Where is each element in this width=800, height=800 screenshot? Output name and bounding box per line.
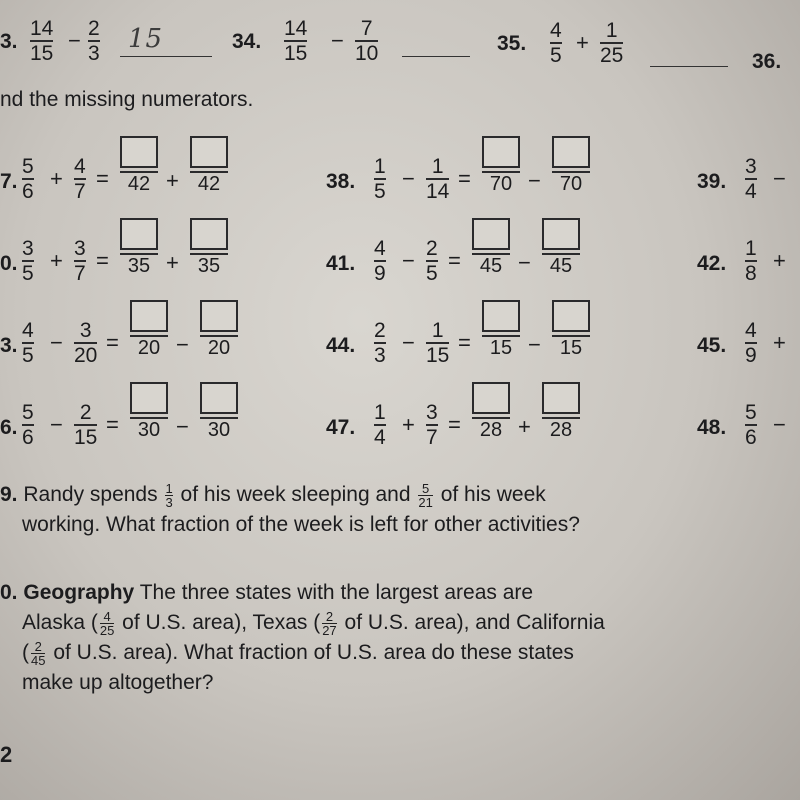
numerator: 5 [22, 155, 34, 178]
denominator: 7 [74, 262, 86, 285]
operator: + [773, 248, 786, 273]
operator: − [402, 166, 415, 191]
operator: − [528, 168, 541, 193]
operator: + [773, 330, 786, 355]
fraction [22, 238, 34, 284]
operator: + [518, 414, 531, 439]
missing-numerator-fraction [190, 136, 228, 194]
denominator: 45 [479, 255, 503, 277]
problem-35-label: 35. [497, 32, 527, 55]
problem-label: 3. [0, 334, 18, 357]
numerator-input-box[interactable] [472, 218, 510, 250]
problem-label: 6. [0, 416, 18, 439]
operator: − [68, 28, 81, 53]
operator: − [176, 414, 189, 439]
fraction: 7 10 [355, 17, 379, 65]
missing-numerator-fraction [482, 136, 520, 194]
numerator: 5 [22, 401, 34, 424]
missing-numerator-fraction [120, 218, 158, 276]
numerator-input-box[interactable] [552, 300, 590, 332]
numerator: 3 [745, 155, 757, 178]
denominator: 6 [22, 180, 34, 203]
problem-49 [0, 480, 800, 540]
denominator: 70 [559, 173, 583, 195]
operator: − [331, 28, 344, 53]
fraction [374, 156, 386, 202]
operator: − [528, 332, 541, 357]
denominator: 4 [374, 426, 386, 449]
problem-50-label: 0. [0, 581, 18, 604]
denominator: 15 [426, 344, 450, 367]
fraction [22, 320, 34, 366]
problem-text: Alaska ( [22, 611, 98, 634]
numerator-input-box[interactable] [200, 300, 238, 332]
denominator: 7 [74, 180, 86, 203]
fraction [22, 156, 34, 202]
numerator: 4 [74, 155, 86, 178]
operator: + [50, 248, 63, 273]
operator: + [166, 168, 179, 193]
problem-text: of U.S. area). What fraction of U.S. area do these states [53, 641, 574, 664]
fraction: $\frac{2}{45}$ [31, 638, 46, 668]
denominator: 20 [207, 337, 231, 359]
denominator: 35 [127, 255, 151, 277]
operator: + [576, 30, 589, 55]
denominator: 45 [549, 255, 573, 277]
operator: − [50, 412, 63, 437]
fraction [745, 156, 757, 202]
missing-numerator-fraction [542, 382, 580, 440]
fraction [74, 320, 97, 366]
denominator: 8 [745, 262, 757, 285]
denominator: 3 [374, 344, 386, 367]
numerator: 4 [22, 319, 34, 342]
missing-numerator-fraction [190, 218, 228, 276]
fraction [426, 156, 449, 202]
problem-label: 7. [0, 170, 18, 193]
numerator-input-box[interactable] [130, 382, 168, 414]
fraction: 14 15 [284, 17, 308, 65]
numerator-input-box[interactable] [190, 218, 228, 250]
missing-numerator-fraction [542, 218, 580, 276]
fraction [22, 402, 34, 448]
fraction: $\frac{4}{25}$ [99, 608, 115, 638]
numerator: 4 [374, 237, 386, 260]
fraction: $\frac{5}{21}$ [418, 480, 433, 510]
denominator: 42 [197, 173, 221, 195]
numerator: 2 [79, 401, 92, 424]
answer-blank[interactable] [650, 66, 728, 67]
answer-blank[interactable] [402, 56, 470, 57]
denominator: 15 [489, 337, 513, 359]
fraction [745, 320, 757, 366]
fraction [74, 402, 97, 448]
denominator: 5 [374, 180, 386, 203]
numerator: 3 [22, 237, 34, 260]
numerator-input-box[interactable] [542, 382, 580, 414]
equals-sign: = [458, 330, 471, 355]
numerator-input-box[interactable] [120, 218, 158, 250]
problem-label: 41. [326, 252, 356, 275]
problem-label: 48. [697, 416, 727, 439]
denominator: 9 [745, 344, 757, 367]
denominator: 7 [426, 426, 438, 449]
fraction: $\frac{1}{3}$ [165, 480, 173, 510]
equals-sign: = [96, 166, 109, 191]
missing-numerator-fraction [472, 218, 510, 276]
fraction: 14 15 [30, 17, 54, 65]
fraction [745, 238, 757, 284]
denominator: 5 [22, 344, 34, 367]
missing-numerator-fraction [130, 382, 168, 440]
denominator: 5 [426, 262, 438, 285]
fraction [745, 402, 757, 448]
numerator-input-box[interactable] [482, 300, 520, 332]
denominator: 20 [137, 337, 161, 359]
equals-sign: = [106, 412, 119, 437]
numerator-input-box[interactable] [552, 136, 590, 168]
numerator: 1 [431, 319, 444, 342]
answer-blank[interactable] [120, 56, 212, 57]
problem-text: working. What fraction of the week is left for other activities? [22, 513, 580, 536]
problem-text: make up altogether? [22, 671, 214, 694]
missing-numerator-fraction [552, 136, 590, 194]
problem-text: The three states with the largest areas are [139, 581, 534, 604]
numerator: 1 [374, 155, 386, 178]
fraction: 4 5 [550, 19, 562, 67]
numerator: 4 [745, 319, 757, 342]
missing-numerator-fraction [552, 300, 590, 358]
fraction [374, 402, 386, 448]
problem-text: of U.S. area), and California [344, 611, 605, 634]
denominator: 35 [197, 255, 221, 277]
operator: − [50, 330, 63, 355]
numerator-input-box[interactable] [120, 136, 158, 168]
missing-numerator-fraction [120, 136, 158, 194]
fraction: 2 3 [88, 17, 100, 65]
problem-36-label: 36. [752, 50, 782, 73]
denominator: 15 [74, 426, 98, 449]
numerator: 5 [745, 401, 757, 424]
problem-label: 47. [326, 416, 356, 439]
denominator: 15 [559, 337, 583, 359]
problem-50 [0, 578, 800, 698]
problem-text: Randy spends [23, 483, 158, 506]
fraction [426, 320, 449, 366]
operator: + [50, 166, 63, 191]
numerator-input-box[interactable] [542, 218, 580, 250]
numerator-input-box[interactable] [482, 136, 520, 168]
fraction [426, 402, 438, 448]
fraction: 1 25 [600, 19, 624, 67]
missing-numerator-fraction [482, 300, 520, 358]
problem-label: 0. [0, 252, 18, 275]
equals-sign: = [448, 248, 461, 273]
numerator: 2 [426, 237, 438, 260]
problem-text: ( [22, 641, 29, 664]
denominator: 6 [745, 426, 757, 449]
problem-49-label: 9. [0, 483, 18, 506]
equals-sign: = [96, 248, 109, 273]
operator: − [402, 248, 415, 273]
numerator: 2 [374, 319, 386, 342]
operator: − [518, 250, 531, 275]
missing-numerator-fraction [200, 382, 238, 440]
operator: − [402, 330, 415, 355]
problem-label: 42. [697, 252, 727, 275]
numerator: 1 [431, 155, 444, 178]
denominator: 6 [22, 426, 34, 449]
fraction [426, 238, 438, 284]
operator: + [402, 412, 415, 437]
operator: − [773, 166, 786, 191]
numerator: 3 [79, 319, 92, 342]
problem-label: 39. [697, 170, 727, 193]
operator: + [166, 250, 179, 275]
denominator: 28 [479, 419, 503, 441]
numerator-input-box[interactable] [190, 136, 228, 168]
problem-34-label: 34. [232, 30, 262, 53]
denominator: 4 [745, 180, 757, 203]
denominator: 42 [127, 173, 151, 195]
denominator: 70 [489, 173, 513, 195]
numerator-input-box[interactable] [200, 382, 238, 414]
numerator: 3 [426, 401, 438, 424]
handwritten-answer: 15 [128, 24, 164, 54]
fraction [374, 238, 386, 284]
numerator: 1 [374, 401, 386, 424]
fraction [74, 238, 86, 284]
problem-text: of his week [440, 483, 546, 506]
instruction-text: nd the missing numerators. [0, 88, 254, 111]
problem-label: 44. [326, 334, 356, 357]
problem-label: 38. [326, 170, 356, 193]
numerator-input-box[interactable] [130, 300, 168, 332]
missing-numerator-fraction [200, 300, 238, 358]
page-number: 2 [0, 742, 13, 767]
problem-text: of U.S. area), Texas ( [122, 611, 321, 634]
numerator: 3 [74, 237, 86, 260]
problem-33-label: 3. [0, 30, 18, 53]
operator: − [176, 332, 189, 357]
fraction [374, 320, 386, 366]
denominator: 20 [74, 344, 98, 367]
denominator: 9 [374, 262, 386, 285]
equals-sign: = [106, 330, 119, 355]
topic-heading: Geography [23, 581, 135, 604]
denominator: 30 [137, 419, 161, 441]
numerator: 1 [745, 237, 757, 260]
denominator: 30 [207, 419, 231, 441]
denominator: 5 [22, 262, 34, 285]
equals-sign: = [448, 412, 461, 437]
problem-label: 45. [697, 334, 727, 357]
numerator-input-box[interactable] [472, 382, 510, 414]
problem-text: of his week sleeping and [180, 483, 411, 506]
fraction [74, 156, 86, 202]
operator: − [773, 412, 786, 437]
missing-numerator-fraction [130, 300, 168, 358]
denominator: 28 [549, 419, 573, 441]
fraction: $\frac{2}{27}$ [322, 608, 337, 638]
denominator: 14 [426, 180, 450, 203]
equals-sign: = [458, 166, 471, 191]
missing-numerator-fraction [472, 382, 510, 440]
